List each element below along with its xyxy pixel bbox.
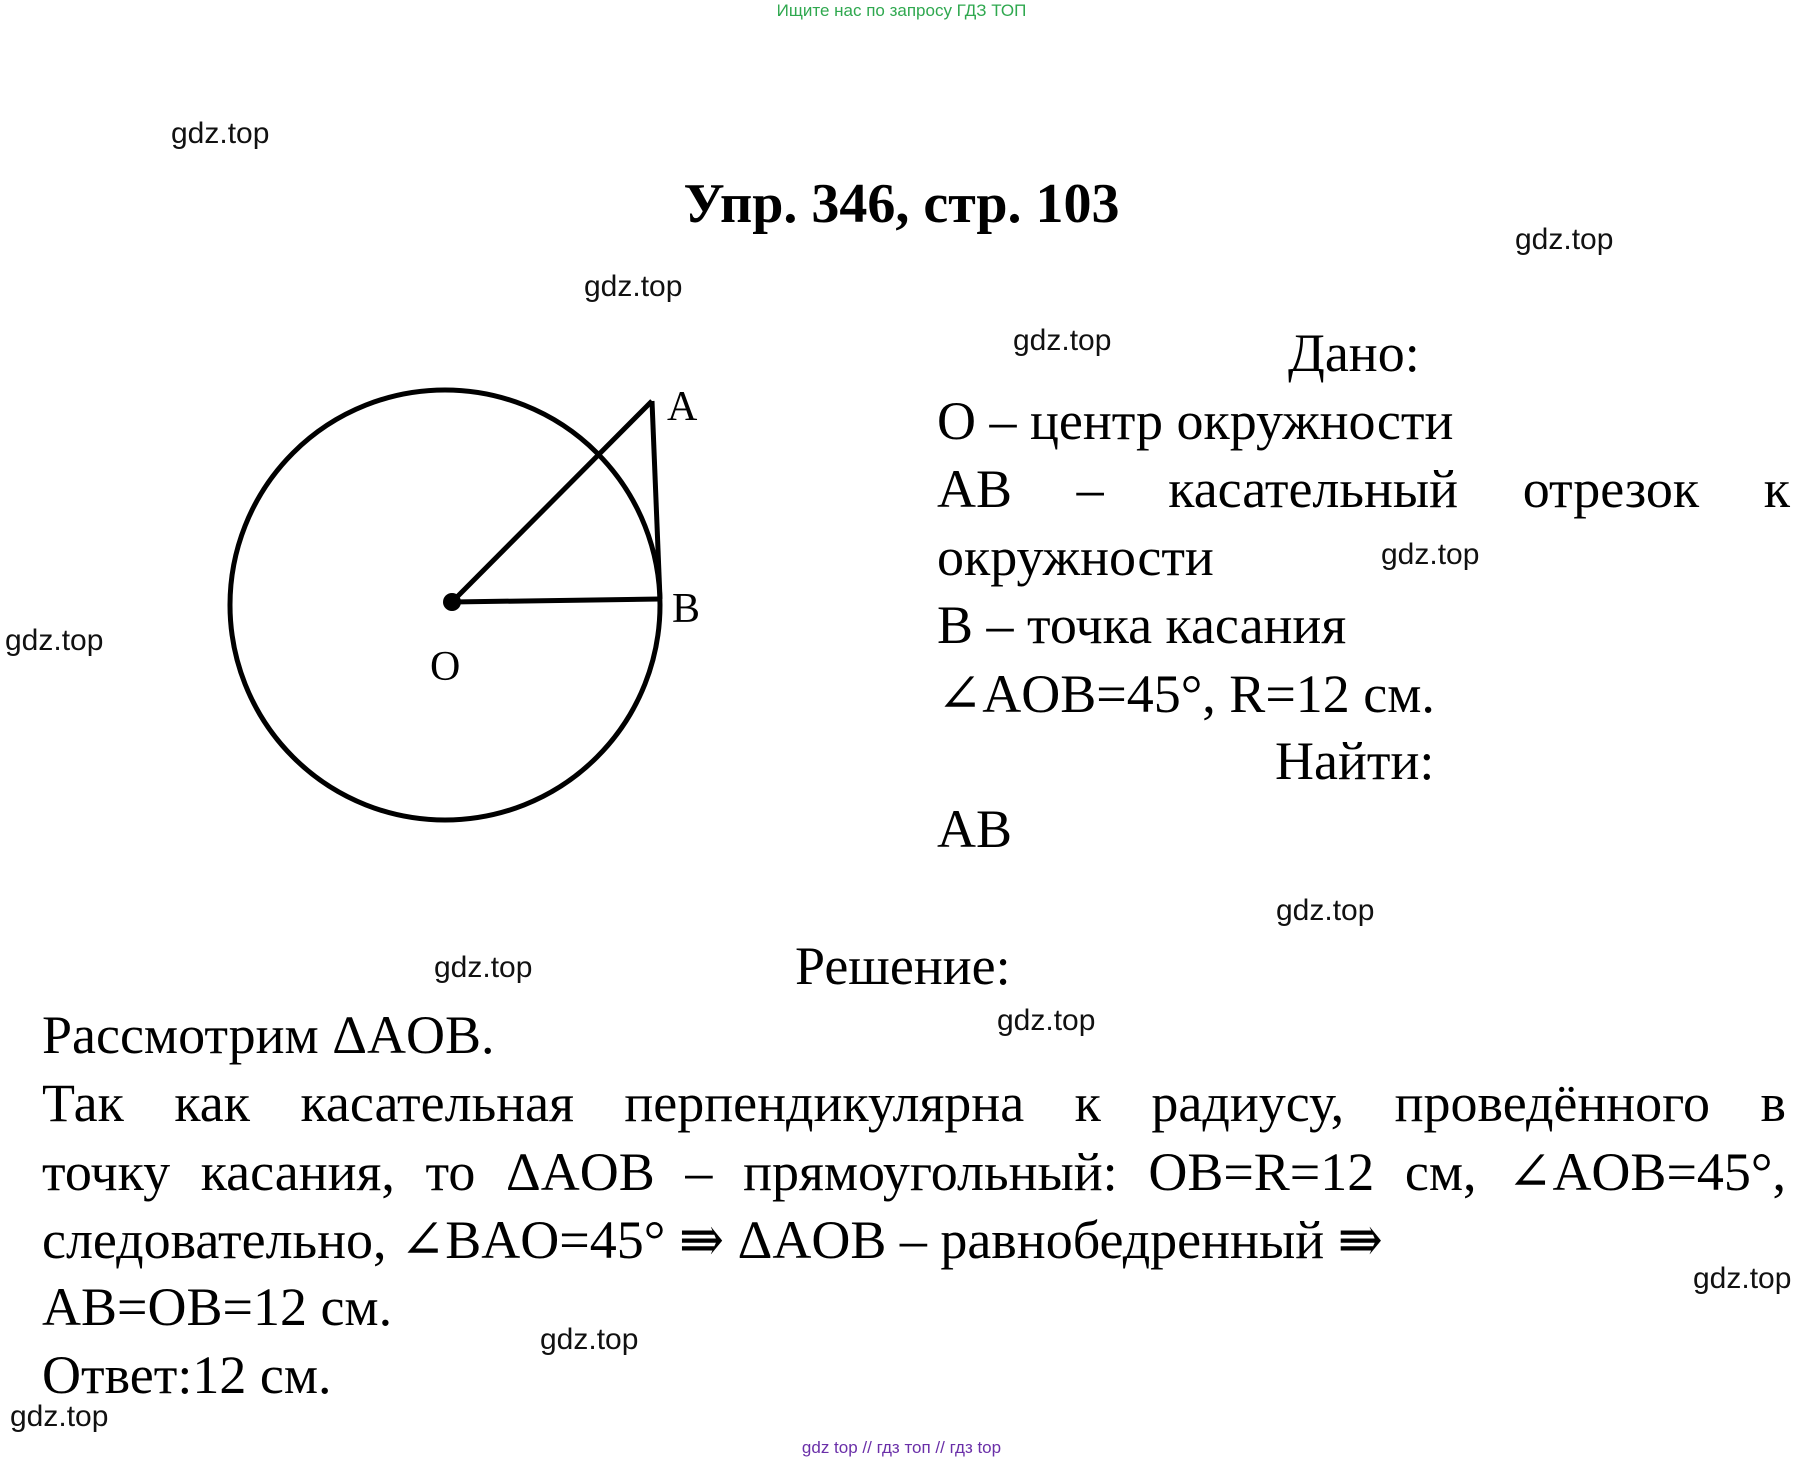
watermark: gdz.top — [1276, 894, 1375, 927]
watermark: gdz.top — [997, 1004, 1096, 1037]
watermark: gdz.top — [10, 1400, 109, 1433]
point-label-o: O — [430, 644, 461, 690]
watermark: gdz.top — [434, 951, 533, 984]
point-label-b: B — [672, 586, 701, 632]
given-line: окружности — [937, 527, 1214, 587]
given-line: AB – касательный отрезок к — [937, 459, 1790, 519]
watermark: gdz.top — [1515, 223, 1614, 256]
given-line: ∠AOB=45°, R=12 см. — [937, 664, 1435, 724]
watermark: gdz.top — [5, 624, 104, 657]
solution-line: точку касания, то ΔAOB – прямоугольный: OB=R=12 см, ∠AOB=45°, — [42, 1142, 1786, 1202]
answer-line: Ответ:12 см. — [42, 1345, 332, 1405]
bottom-banner[interactable]: gdz top // гдз топ // гдз top — [801, 1438, 1002, 1457]
solution-line: Так как касательная перпендикулярна к радиусу, проведённого в — [42, 1073, 1786, 1133]
watermark: gdz.top — [1013, 324, 1112, 357]
segment-oa — [452, 401, 652, 602]
watermark: gdz.top — [171, 117, 270, 150]
watermark: gdz.top — [540, 1323, 639, 1356]
solution-heading: Решение: — [795, 936, 1011, 996]
segment-ob — [452, 599, 660, 602]
point-label-a: A — [667, 384, 698, 430]
watermark: gdz.top — [1381, 538, 1480, 571]
center-point — [443, 593, 461, 611]
given-line: O – центр окружности — [937, 391, 1454, 451]
given-heading: Дано: — [1288, 323, 1420, 383]
solution-line: следовательно, ∠BAO=45° ⇛ ΔAOB – равнобедренный ⇛ — [42, 1210, 1383, 1270]
watermark: gdz.top — [1693, 1262, 1792, 1295]
watermark: gdz.top — [584, 270, 683, 303]
solution-line: Рассмотрим ΔAOB. — [42, 1005, 495, 1065]
page-title: Упр. 346, стр. 103 — [683, 173, 1120, 235]
find-value: AB — [937, 799, 1013, 859]
top-banner: Ищите нас по запросу ГДЗ ТОП — [776, 1, 1027, 20]
find-heading: Найти: — [1275, 731, 1435, 791]
given-line: B – точка касания — [937, 595, 1347, 655]
solution-line: AB=OB=12 см. — [42, 1277, 393, 1337]
geometry-figure — [200, 370, 760, 830]
